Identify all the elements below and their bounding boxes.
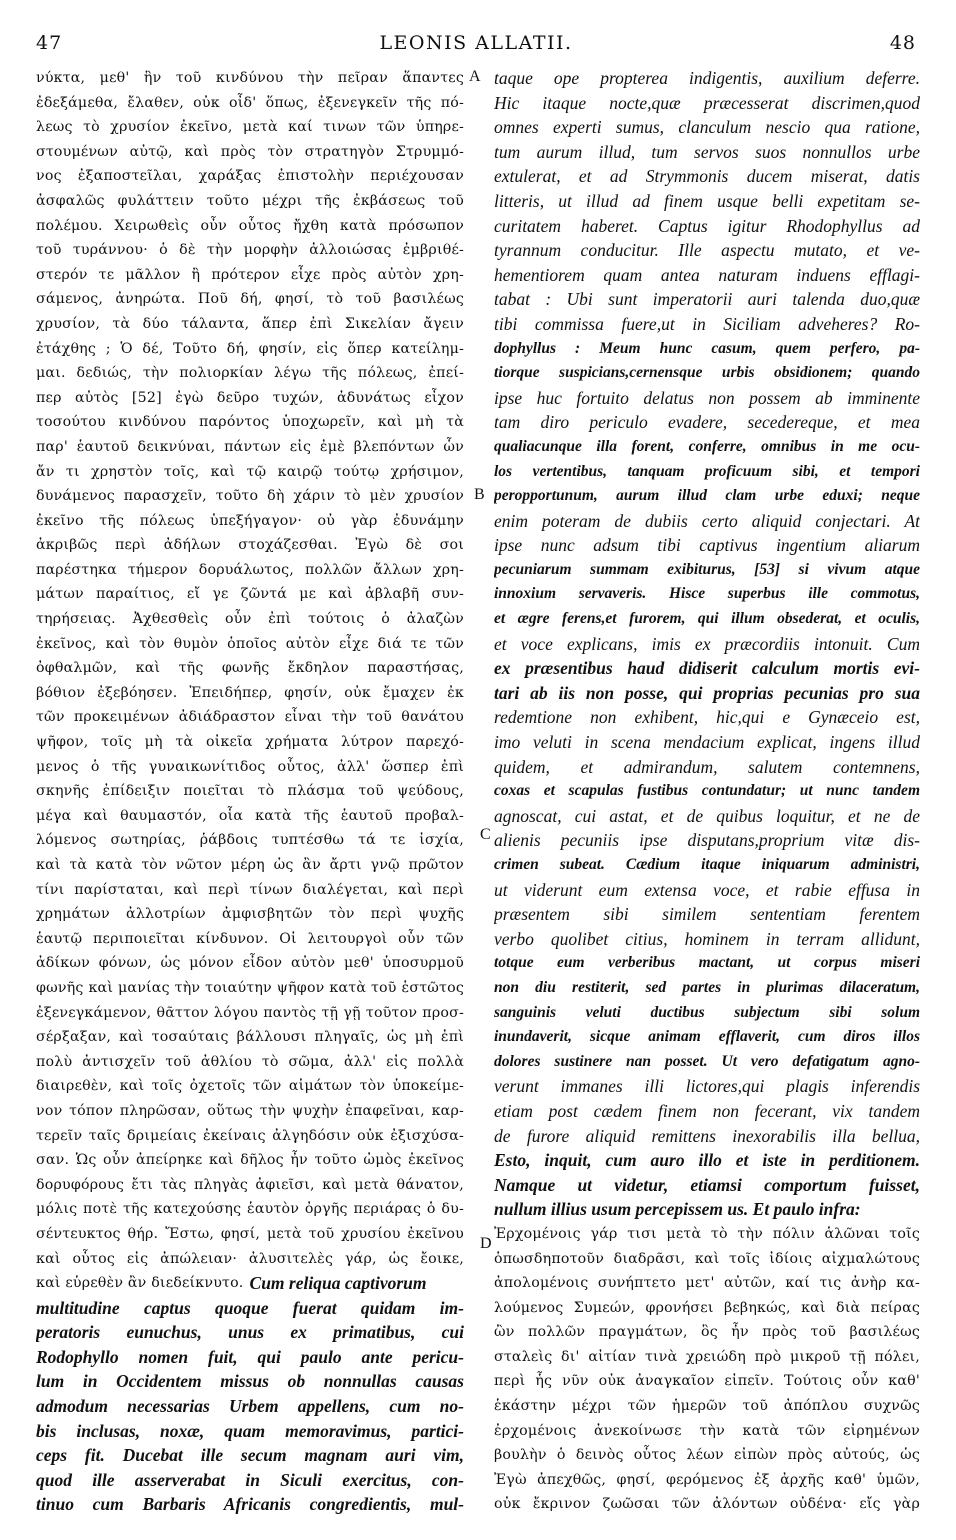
text-line: ἐδεξάμεθα, ἔλαθεν, οὐκ οἶδ' ὅπως, ἐξενεγκεῖν τῆς πό-	[36, 94, 464, 111]
text-line: φωνῆς καὶ μανίας τὴν τοιαύτην ψῆφον κατὰ τοῦ ἑστῶτος	[36, 979, 464, 996]
text-line: ὢν πολλῶν πραγμάτων, ὃς ἦν πρὸς τοῦ βασιλέως	[494, 1324, 920, 1341]
text-line: περὶ ἧς νῦν οὐκ ἀναγκαῖον εἰπεῖν. Τούτοις οὖν καθ'	[494, 1373, 920, 1390]
text-line: δορυφόρους ἔτι τὰς πληγὰς ἀφιεῖσι, καὶ μετὰ θάνατον,	[36, 1176, 464, 1193]
text-line: Rodophyllo nomen fuit, qui paulo ante pericu-	[36, 1346, 464, 1367]
text-line: multitudine captus quoque fuerat quidam im-	[36, 1297, 464, 1318]
text-line: μενος ὁ τῆς γυναικωνίτιδος οὗτος, ἀλλ' ὥσπερ ἐπὶ	[36, 758, 464, 775]
text-line: χρημάτων ἀλλοτρίων ἀμφισβητῶν τὸν περὶ ψυχῆς	[36, 906, 464, 923]
text-line: Esto, inquit, cum auro illo et iste in perditionem.	[494, 1150, 920, 1171]
margin-marker-c: C	[480, 826, 491, 843]
text-line: quidem, et admirandum, salutem contemnens,	[494, 756, 920, 777]
text-line: ipse huc fortuito delatus non possem ab imminente	[494, 387, 920, 408]
text-line: τίνι παρίσταται, καὶ περὶ τίνων διαλέγεται, καὶ περὶ	[36, 881, 464, 898]
text-line: σέρξαξαν, καὶ τοσαύταις βάλλουσι πληγαῖς, ὡς μὴ ἐπὶ	[36, 1029, 464, 1046]
text-line: ex præsentibus haud didiserit calculum mortis evi-	[494, 658, 920, 679]
text-line: σκηνῆς ἐπίδειξιν ποιεῖται τὸ πλάσμα τοῦ ψεύδους,	[36, 783, 464, 800]
text-line: totque eum verberibus mactant, ut corpus miseri	[494, 954, 920, 972]
text-line: ceps fit. Ducebat ille secum magnam auri vim,	[36, 1445, 464, 1466]
text-line: μαι. δεδιώς, τὴν πολιορκίαν λέγω τῆς πόλεως, ἐπεί-	[36, 365, 464, 382]
text-line: tinuo cum Barbaris Africanis congredientis, mul-	[36, 1494, 464, 1515]
text-line: τοσούτου κινδύνου παρόντος ὑποχωρεῖν, καὶ μὴ τὰ	[36, 414, 464, 431]
text-line: τηρήσειας. Ἀχθεσθεὶς οὖν ἐπὶ τούτοις ὁ ἀλαζὼν	[36, 611, 464, 628]
text-line: los vertentibus, tanquam proficuum sibi, et tempori	[494, 462, 920, 480]
text-line: τῶν προκειμένων ἀδιάδραστον εἶναι τὴν τοῦ θανάτου	[36, 709, 464, 726]
page-number-left: 47	[36, 32, 63, 54]
text-line: ἀκριβῶς περὶ ἀδήλων στοχάζεσθαι. Ἐγὼ δὲ σοι	[36, 537, 464, 554]
text-line: ἄν τι χρηστὸν τοῖς, καὶ τῷ καιρῷ τούτῳ χρήσιμον,	[36, 463, 464, 480]
text-line: lum in Occidentem missus ob nonnullas causas	[36, 1371, 464, 1392]
text-line: dophyllus : Meum hunc casum, quem perfero, pa-	[494, 339, 920, 357]
latin-text-column	[494, 66, 920, 1517]
text-line: βόθιον ἐξεβόησεν. Ἐπειδήπερ, φησίν, οὐκ ἔμαχεν ἐκ	[36, 684, 464, 701]
text-line: πολέμου. Χειρωθεὶς οὖν οὗτος ἤχθη κατὰ πρόσωπον	[36, 217, 464, 234]
text-line: sanguinis veluti ductibus subjectum sibi solum	[494, 1003, 920, 1021]
text-line: tiorque suspicians,cernensque urbis obsidionem; quando	[494, 364, 920, 382]
text-line: στουμένων αὐτῷ, καὶ πρὸς τὸν στρατηγὸν Στρυμμό-	[36, 143, 464, 160]
text-line: σταλεὶς δι' αἰτίαν τινὰ χρειώδη πρὸ μικροῦ τῇ πόλει,	[494, 1348, 920, 1365]
text-line: ἐξενεγκάμενον, θᾶττον λόγου παντὸς τῇ γῇ τοῦτον προσ-	[36, 1004, 464, 1021]
text-line: Hic itaque nocte,quæ præcesserat discrimen,quod	[494, 92, 920, 113]
text-line: tari ab iis non posse, qui proprias pecunias pro sua	[494, 682, 920, 703]
text-line: peropportunum, aurum illud clam urbe eduxi; neque	[494, 487, 920, 505]
text-line: non diu restiterit, sed partes in plurimas dilaceratum,	[494, 978, 920, 996]
text-line: περ αὐτὸς [52] ἐγὼ δεῦρο τυχών, ἀδυνάτως εἶχον	[36, 389, 464, 406]
text-line: bis inclusas, noxæ, quam memoravimus, partici-	[36, 1420, 464, 1441]
text-line: τερεῖν ταῖς δριμείαις ἐκείναις ἀλγηδόσιν οὐκ ἐξισχύσα-	[36, 1127, 464, 1144]
text-line: χρυσίον, τὰ δύο τάλαντα, ἅπερ ἐπὶ Σικελίαν ἄγειν	[36, 315, 464, 332]
text-line: μέγα καὶ θαυμαστόν, οἷα κατὰ τῆς ἑαυτοῦ προβαλ-	[36, 807, 464, 824]
text-line: tum aurum illud, tum servos suos nonnullos urbe	[494, 141, 920, 162]
text-line: Ἐγὼ ἀπεχθῶς, φησί, φερόμενος ἐξ ἀρχῆς καθ' ὑμῶν,	[494, 1471, 920, 1488]
text-line: verbo quolibet citius, hominem in terram allidunt,	[494, 928, 920, 949]
text-line: Ἐρχομένοις γάρ τισι μετὰ τὸ τὴν πόλιν ἁλῶναι τοῖς	[494, 1225, 920, 1242]
text-line: ἀσφαλῶς φυλάττειν τοῦτο μέχρι τῆς ἐκβάσεως τοῦ	[36, 192, 464, 209]
margin-marker-a: A	[469, 68, 481, 85]
text-line: crimen subeat. Cædium itaque iniquarum administri,	[494, 856, 920, 873]
text-line: καὶ οὗτος εἰς ἀπώλειαν· ἀλυσιτελὲς γάρ, ὡς ἔοικε,	[36, 1250, 464, 1267]
text-line: σέντευκτος θήρ. Ἔστω, φησί, μετὰ τοῦ χρυσίου ἐκεῖνου	[36, 1225, 464, 1242]
text-line: nullum illius usum percepissem us. Et paulo infra:	[494, 1199, 861, 1220]
text-line: agnoscat, cui astat, et de quibus loquitur, et ne de	[494, 805, 920, 826]
text-line: οὐκ ἔκρινον ζωῶσαι τῶν ἀλόντων οὐδένα· εἴς γὰρ	[494, 1496, 920, 1513]
text-line: λεως τὸ χρυσίον ἐκεῖνο, μετὰ καί τινων τῶν ὑπηρε-	[36, 119, 464, 136]
text-line: ἑκάστην μέχρι τῶν ἡμερῶν τοῦ ἀπόπλου συχνῶς	[494, 1398, 920, 1415]
text-line: καὶ τὰ κατὰ τὸν νῶτον μέρη ὡς ἂν ἄρτι γνῷ πρῶτον	[36, 857, 464, 873]
text-line: καὶ εὑρεθὲν ἂν διεδείκνυτο.	[36, 1275, 244, 1292]
text-line: et ægre ferens,et furorem, qui illum obsederat, et oculis,	[494, 610, 920, 628]
text-line: omnes experti sumus, clanculum nescio qua ratione,	[494, 117, 920, 138]
text-line: enim poteram de dubiis certo aliquid conjectari. At	[494, 510, 920, 531]
text-line: ἐτάχθης ; Ὁ δέ, Τοῦτο δή, φησίν, εἰς ὅπερ κατείλημ-	[36, 340, 464, 357]
text-line: admodum necessarias Urbem appellens, cum no-	[36, 1396, 464, 1417]
text-line: tyrannum conducitur. Ille aspectu mutato, et ve-	[494, 240, 920, 261]
text-line: ὁπωσδηποτοῦν διαδρᾶσι, καὶ τοῖς ἰδίοις αἰχμαλώτους	[494, 1250, 920, 1267]
text-line: τοῦ τυράννου· ὁ δὲ τὴν μορφὴν ἀλλοιώσας ἐμβριθέ-	[36, 242, 464, 259]
text-line: de furore aliquid remittens inexorabilis illa bellua,	[494, 1125, 920, 1146]
text-line: litteris, ut illud ad finem usque belli expetitam se-	[494, 190, 920, 211]
text-line: Namque ut videtur, etiamsi comportum fuisset,	[494, 1174, 920, 1195]
text-line: coxas et scapulas fustibus contundatur; ut nunc tandem	[494, 782, 920, 800]
text-line: imo veluti in scena mendacium explicat, ingens illud	[494, 732, 920, 753]
text-line: qualiacunque illa forent, conferre, omnibus in me ocu-	[494, 437, 920, 455]
text-line: ψῆφον, τοῖς μὴ τὰ οἰκεῖα χρήματα λύτρον παρεχό-	[36, 734, 464, 751]
text-line: extulerat, et ad Strymmonis ducem miserat, datis	[494, 166, 920, 187]
text-line: ipse nunc adsum tibi captivus ingentium aliarum	[494, 535, 920, 556]
text-line: verunt immanes illi lictores,qui plagis inferendis	[494, 1076, 920, 1097]
text-line: quod ille asserverabat in Siculi exercitus, con-	[36, 1469, 464, 1490]
text-line: dolores sustinere nan posset. Ut vero defatigatum agno-	[494, 1052, 920, 1070]
text-line: ἐκεῖνος, καὶ τὸν θυμὸν ὁποῖος αὐτὸν εἶχε διά τε τῶν	[36, 635, 464, 652]
text-line: taque ope propterea indigentis, auxilium deferre.	[494, 68, 920, 88]
text-line: νος ἐξαποστεῖλαι, χαράξας ἐπιστολὴν περιέχουσαν	[36, 168, 464, 185]
text-line: ἐρχομένοις ἀνεκοίνωσε τὴν κατὰ τῶν εἰρημένων	[494, 1422, 920, 1439]
text-line: στερόν τε μᾶλλον ἢ πρότερον εἶχε πρὸς αὐτὸν χρη-	[36, 266, 464, 283]
text-line: tibi commissa fuere,ut in Siciliam adveheres? Ro-	[494, 313, 920, 334]
text-line: νον τόπον πληρῶσαν, οὕτως τὴν ψυχὴν ἐπαφεῖναι, καρ-	[36, 1102, 464, 1119]
text-line: ut viderunt eum extensa voce, et rabie effusa in	[494, 879, 920, 900]
text-line: etiam post cædem finem non fecerant, vix tandem	[494, 1100, 920, 1121]
text-line: pecuniarum summam exibiturus, [53] si vivum atque	[494, 560, 920, 578]
text-line: ἀδίκων φόνων, ὡς μόνον εἶδον αὐτὸν μεθ' ὑποσυρμοῦ	[36, 955, 464, 972]
text-line: διαιρεθὲν, καὶ τοῖς ὀχετοῖς τῶν αἱμάτων τὸν ὑποκείμε-	[36, 1078, 464, 1095]
running-title: LEONIS ALLATII.	[379, 32, 573, 54]
text-line: Cum reliqua captivorum	[249, 1273, 427, 1294]
text-line: præsentem sibi similem sententiam ferentem	[494, 904, 920, 925]
text-line: curitatem haberet. Captus igitur Rhodophyllus ad	[494, 215, 920, 236]
text-line: πολὺ ἀντισχεῖν τοῦ ἀθλίου τὸ σῶμα, ἀλλ' εἰς πολλὰ	[36, 1053, 464, 1070]
text-line: μάτων παραίτιος, εἴ γε ζῶντά με καὶ ἀβλαβῆ συν-	[36, 586, 464, 603]
greek-text-column	[36, 66, 464, 1517]
text-line: tabat : Ubi sunt imperatorii auri talenda duo,quæ	[494, 289, 920, 310]
text-line: νύκτα, μεθ' ἣν τοῦ κινδύνου τὴν πεῖραν ἅπαντες	[36, 70, 464, 86]
text-line: βουλὴν ὁ δεινὸς οὗτος λέων εἰπὼν πρὸς αὐτούς, ὡς	[494, 1447, 920, 1464]
running-header	[36, 32, 916, 56]
mixed-line	[36, 1271, 464, 1296]
text-line: σάμενος, ἀνηρώτα. Ποῦ δή, φησί, τὸ τοῦ βασιλέως	[36, 291, 464, 308]
text-line: ἀπολομένοις συνήπτετο μετ' αὐτῶν, καί τις ἀνὴρ κα-	[494, 1275, 920, 1292]
text-line: μόλις ποτὲ τῆς κατεχούσης ἑαυτὸν ὀργῆς περιάρας ὁ δυ-	[36, 1201, 464, 1218]
text-line: ἐκεῖνο τῆς πόλεως ὑπεξήγαγον· οὐ γὰρ ἐδυνάμην	[36, 512, 464, 529]
margin-marker-b: B	[474, 486, 485, 503]
text-line: hementiorem quam antea naturam induens efflagi-	[494, 264, 920, 285]
text-line: σαν. Ὡς οὖν ἀπείρηκε καὶ δῆλος ἦν τοῦτο ὠμὸς ἐκεῖνος	[36, 1152, 464, 1169]
page-number-right: 48	[889, 32, 916, 54]
text-line: ὀφθαλμῶν, καὶ τῆς φωνῆς ἔκδηλον παραστήσας,	[36, 660, 464, 677]
text-line: innoxium servaveris. Hisce superbus ille commotus,	[494, 585, 920, 603]
text-line: λούμενος Συμεών, φρονήσει βεβηκώς, καὶ διὰ πείρας	[494, 1299, 920, 1316]
text-line: et voce explicans, imis ex præcordiis intonuit. Cum	[494, 633, 920, 654]
margin-marker-d: D	[480, 1235, 492, 1252]
text-line: tam diro periculo evadere, secedereque, et mea	[494, 412, 920, 433]
text-line: redemtione non exhibent, hic,qui e Gynæceio est,	[494, 707, 920, 728]
text-line: alienis pecuniis ipse disputans,proprium vitæ dis-	[494, 830, 920, 851]
text-line: ἑαυτῷ περιποιεῖται κίνδυνον. Οἱ λειτουργοὶ οὖν τῶν	[36, 930, 464, 947]
text-line: peratoris eunuchus, unus ex primatibus, cui	[36, 1322, 464, 1343]
text-line: δυνάμενος παρασχεῖν, τοῦτο δὴ χάριν τὸ μὲν χρυσίον	[36, 488, 464, 505]
text-line: παρ' ἑαυτοῦ δεικνύναι, πάντων εἰς ἐμὲ βλεπόντων ὧν	[36, 438, 464, 455]
text-line: παρέστηκα τήμερον δορυάλωτος, πολλῶν ἄλλων χρη-	[36, 561, 464, 578]
text-line: inundaverit, sicque animam efflaverit, cum diros illos	[494, 1028, 920, 1046]
text-line: λόμενος σωτηρίας, ῥάβδοις τυπτέσθω τά τε ἰσχία,	[36, 832, 464, 849]
